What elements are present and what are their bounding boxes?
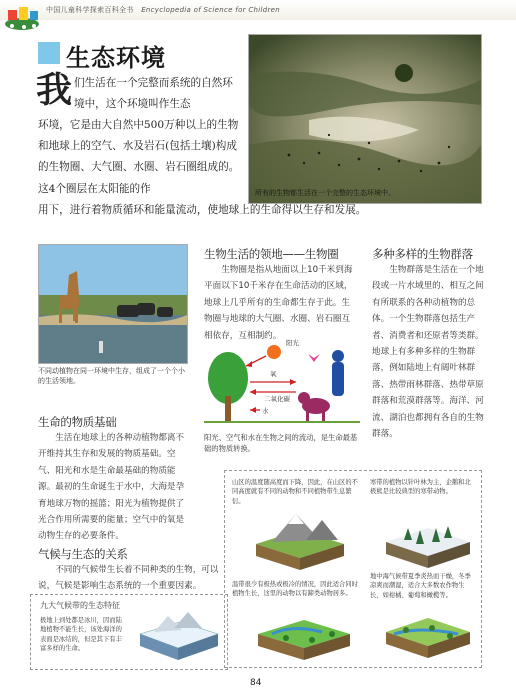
page-number: 84 (250, 678, 262, 688)
diagram-caption: 阳光、空气和水在生物之间的流动，是生命最基础的物质转换。 (204, 433, 358, 453)
subtropical-caption: 地中海气候带夏季炎热而干燥，冬季凉爽而潮湿，适合大多数农作物生长，如柑橘、葡萄和橄榄等。 (370, 573, 471, 599)
polar-caption: 极地上到处都是冰川，因而陆地植物不能生长，该处海洋的表面是冰结的，但是其下有丰富多样的生命。 (40, 617, 122, 653)
water-label: 水 (262, 407, 269, 415)
mountain-terrain-block (250, 510, 350, 576)
biosphere-heading: 生物生活的领地——生物圈 (204, 247, 339, 261)
cold-caption: 寒带的植物以针叶林为主，企鹅和北极熊是比较典型的寒带动物。 (370, 479, 471, 496)
sun-label: 阳光 (286, 339, 299, 347)
top-photo-caption: 所有的生物都生活在一个完整的生态环境中。 (255, 189, 395, 197)
warm-caption: 温带很少有极热或极冷的情况，因此适合同时植物生长，这里的动物以有蹄类动物居多。 (232, 581, 358, 598)
aerial-savanna-photo (248, 34, 482, 204)
mountain-caption: 山区的温度随高度而下降，因此，在山区的不同高度就有不同的动物和不同植物带生息繁衍。 (232, 479, 358, 505)
intro-line2: 环境，它是由大自然中500万种以上的生物和地球上的空气、水及岩石(包括土壤)构成的生物圈、大气圈、水圈、岩石圈组成的。这4个圈层在太阳能的作 (38, 119, 240, 195)
communities-text: 生物群落是生活在一个地段或一片水域里的、相互之间有所联系的各种动植物的总体。一个生物群落包括生产者、消费者和还原者等类群。地球上有多种多样的生物群落，例如陆地上有阔叶林群落、热带雨林群落、热带草原群落和荒漠群落等。海洋、河流、湖泊也都拥有各自的生物群落。 (372, 265, 484, 440)
intro-line1: 们生活在一个完整而系统的自然环境中，这个环境叫作生态 (74, 77, 233, 111)
warm-terrain-block (252, 610, 356, 664)
subtropical-terrain-block (380, 606, 476, 664)
giraffe-waterhole-photo (38, 244, 188, 364)
cold-terrain-block (380, 508, 476, 574)
zones-title: 九大气候带的生态特征 (40, 601, 120, 610)
material-cycle-diagram (204, 338, 360, 428)
book-title-en: Encyclopedia of Science for Children (141, 6, 281, 14)
biosphere-text: 生物圈是指从地面以上10千米到海平面以下10千米存在生命活动的区域，地球上几乎所有的生命都生存于此。生物圈与地球的大气圈、水圈、岩石圈互相依存，互相制约。 (204, 265, 353, 341)
climate-text: 不同的气候带生长着不同种类的生物，可以说，气候是影响生态系统的一个重要因素。 (38, 565, 219, 592)
title-square-icon (38, 42, 60, 64)
intro-dropcap: 我 (36, 69, 73, 111)
page-title: 生态环境 (66, 44, 166, 72)
co2-label: 二氧化碳 (264, 395, 290, 403)
oxygen-label: 氧 (270, 370, 277, 378)
communities-heading: 多种多样的生物群落 (372, 247, 473, 261)
book-title-cn: 中国儿童科学探索百科全书 (46, 6, 134, 14)
climate-heading: 气候与生态的关系 (38, 547, 128, 561)
basis-heading: 生命的物质基础 (38, 415, 117, 429)
polar-terrain-block (134, 604, 222, 664)
giraffe-caption: 不同动植物在同一环境中生存，组成了一个个小的生活领地。 (38, 367, 185, 385)
basis-text: 生活在地球上的各种动植物都离不开维持其生存和发展的物质基础。空气、阳光和水是生命最基础的物质能源。最初的生命诞生于水中，大海是孕育地球万物的摇篮；阳光为植物提供了光合作用所需要的能量；空气中的氧是动物生存的必要条件。 (38, 433, 185, 542)
book-logo-icon (4, 2, 44, 32)
intro-line3: 用下，进行着物质循环和能量流动，使地球上的生命得以生存和发展。 (38, 204, 367, 216)
book-title (46, 5, 280, 15)
